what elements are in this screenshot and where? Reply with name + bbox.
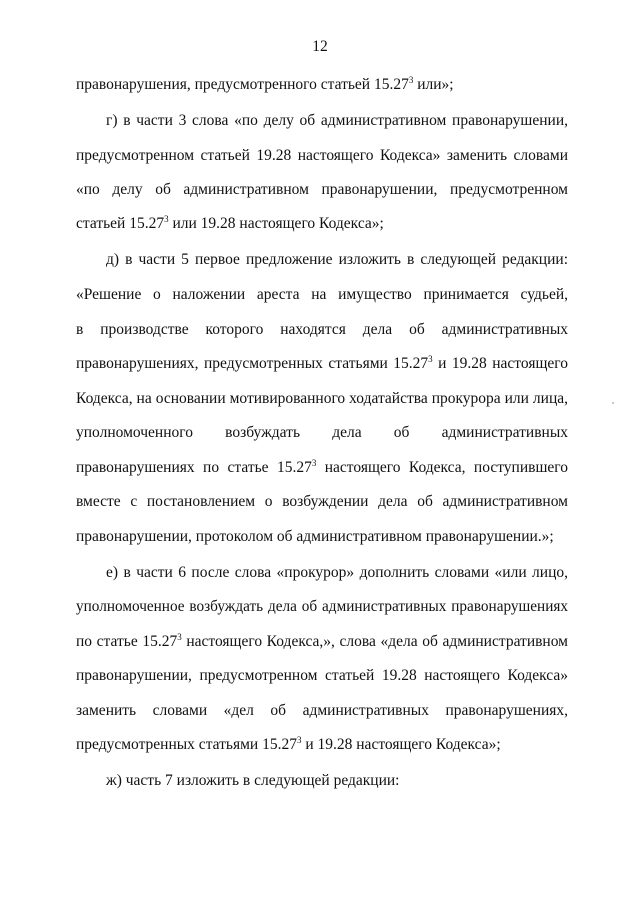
text-line bbox=[76, 458, 568, 478]
text-fragment: предусмотренных статьями 15.27 bbox=[76, 736, 297, 753]
superscript: 3 bbox=[177, 632, 182, 642]
superscript: 3 bbox=[408, 75, 414, 85]
text-line bbox=[76, 214, 568, 234]
text-fragment: правонарушения, предусмотренного статьей 15.27 bbox=[76, 76, 409, 93]
text-line: правонарушении, предусмотренном статьей 19.28 настоящего Кодекса» bbox=[76, 667, 568, 684]
text-line: Кодекса, на основании мотивированного ходатайства прокурора или лица, bbox=[76, 390, 568, 407]
text-fragment: или»; bbox=[413, 76, 454, 93]
text-line: «Решение о наложении ареста на имущество принимается судьей, bbox=[76, 286, 568, 303]
text-fragment: настоящего Кодекса, поступившего bbox=[316, 459, 568, 476]
text-line: уполномоченного возбуждать дела об административных bbox=[76, 424, 568, 441]
superscript: 3 bbox=[311, 458, 317, 468]
text-fragment: правонарушениях, предусмотренных статьями 15.27 bbox=[76, 355, 429, 372]
text-fragment: и 19.28 настоящего bbox=[432, 355, 568, 372]
text-line: г) в части 3 слова «по делу об административном правонарушении, bbox=[106, 112, 568, 129]
text-fragment: или 19.28 настоящего Кодекса»; bbox=[168, 215, 384, 232]
text-line bbox=[76, 632, 568, 652]
text-line bbox=[76, 75, 568, 95]
text-fragment: настоящего Кодекса,», слова «дела об административном bbox=[181, 633, 568, 650]
text-line: в производстве которого находятся дела об административных bbox=[76, 321, 568, 338]
text-line bbox=[76, 354, 568, 374]
page-number: 12 bbox=[312, 38, 328, 55]
text-fragment: и 19.28 настоящего Кодекса»; bbox=[301, 736, 501, 753]
superscript: 3 bbox=[296, 735, 302, 745]
text-line: «по делу об административном правонарушении, предусмотренном bbox=[76, 181, 568, 198]
text-fragment: правонарушениях по статье 15.27 bbox=[76, 459, 312, 476]
text-line: вместе с постановлением о возбуждении дела об административном bbox=[76, 493, 568, 510]
text-line: правонарушении, протоколом об административном правонарушении.»; bbox=[76, 528, 554, 545]
text-fragment: статьей 15.27 bbox=[76, 215, 165, 232]
text-fragment: по статье 15.27 bbox=[76, 633, 178, 650]
text-line: е) в части 6 после слова «прокурор» дополнить словами «или лицо, bbox=[106, 564, 568, 581]
text-line: д) в части 5 первое предложение изложить в следующей редакции: bbox=[106, 251, 568, 268]
superscript: 3 bbox=[428, 354, 433, 364]
text-line: предусмотренном статьей 19.28 настоящего Кодекса» заменить словами bbox=[76, 147, 568, 164]
text-line bbox=[76, 735, 568, 755]
text-line: заменить словами «дел об административных правонарушениях, bbox=[76, 702, 568, 719]
superscript: 3 bbox=[164, 214, 169, 224]
scan-speck bbox=[612, 402, 614, 404]
text-line: уполномоченное возбуждать дела об административных правонарушениях bbox=[76, 598, 568, 615]
text-line: ж) часть 7 изложить в следующей редакции: bbox=[106, 772, 400, 789]
